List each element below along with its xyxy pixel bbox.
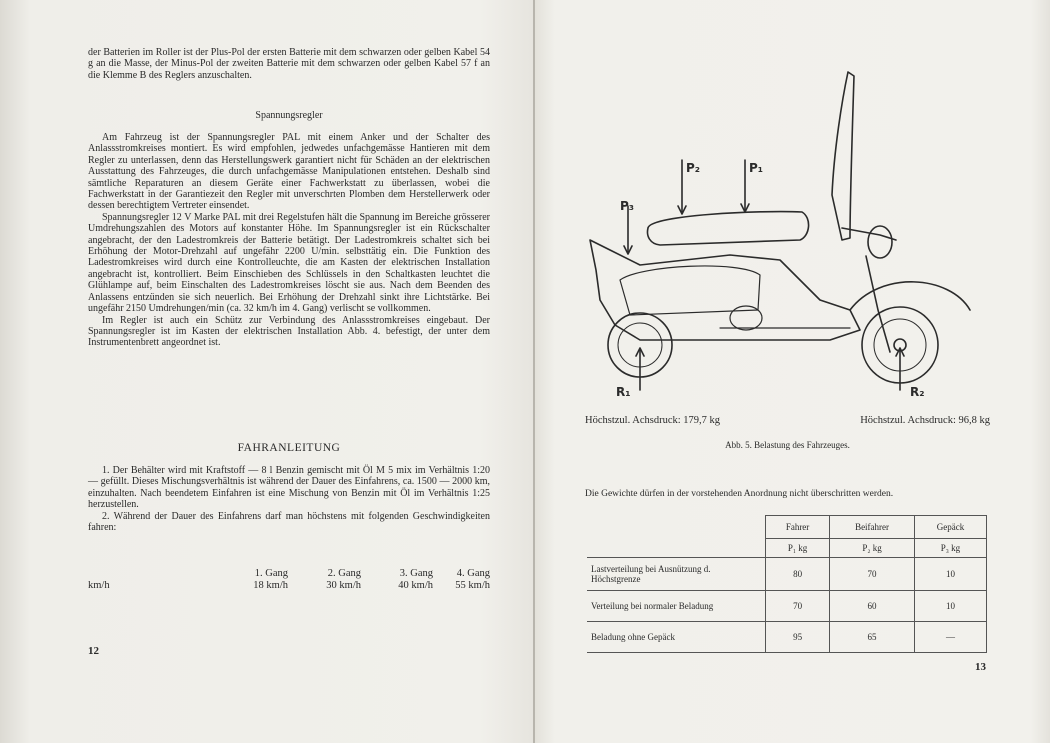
page-number-right: 13 bbox=[975, 661, 986, 673]
label-r2: R₂ bbox=[910, 385, 925, 399]
unit-p3: P₃ kg bbox=[914, 539, 986, 558]
gear-3-speed: 40 km/h bbox=[398, 580, 433, 591]
unit-p1: P₁ kg bbox=[766, 539, 830, 558]
scooter-seat bbox=[648, 212, 809, 245]
row-label: Beladung ohne Gepäck bbox=[587, 622, 766, 653]
gear-4-speed: 55 km/h bbox=[455, 580, 490, 591]
fahr-paragraph-1: 1. Der Behälter wird mit Kraftstoff — 8 l Benzin gemischt mit Öl M 5 mix im Verhältnis 1:20 — gefüllt. Dieses Mischungsverhältnis ist während der Dauer des Einfahrens, ca. 1500 — 2000 km, einzuhalten. Nach beendetem Einfahren ist eine Mischung von Benzin mit Öl im Verhältnis 1:25 herzustellen. bbox=[88, 465, 490, 511]
gear-3-name: 3. Gang bbox=[399, 568, 433, 579]
table-header-row bbox=[587, 516, 987, 539]
fahr-paragraph-2: 2. Während der Dauer des Einfahrens darf man höchstens mit folgenden Geschwindigkeiten fahren: bbox=[88, 510, 490, 534]
cell-value: 70 bbox=[830, 558, 915, 591]
table-corner bbox=[587, 516, 766, 558]
header-fahrer: Fahrer bbox=[766, 516, 830, 539]
axle-load-rear: Höchstzul. Achsdruck: 96,8 kg bbox=[860, 415, 990, 426]
cell-value: — bbox=[914, 622, 986, 653]
table-row bbox=[587, 622, 987, 653]
regler-paragraph-1: Am Fahrzeug ist der Spannungsregler PAL mit einem Anker und der Schalter des Anlassstromkreises montiert. Es wird empfohlen, jedwedes unfachgemässe Hantieren mit dem Regler zu unterlassen, denn das Herstellungswerk garantiert nicht für Schäden an der elektrischen Ausstattung des Fahrzeuges, die durch unfachgemässe Manipulationen entstehen. Deshalb sind sämtliche Reparaturen an diesem Geräte einer Fachwerkstatt zu überlassen, wobei die Fachwerkstatt in der Garantiezeit den Regler mit unverschrten Plomben dem Herstellerwerk oder dessen berechtigtem Vertreter einsendet. bbox=[88, 132, 490, 212]
unit-p2: P₂ kg bbox=[830, 539, 915, 558]
cell-value: 60 bbox=[830, 591, 915, 622]
header-gepaeck: Gepäck bbox=[914, 516, 986, 539]
intro-paragraph: der Batterien im Roller ist der Plus-Pol der ersten Batterie mit dem schwarzen oder gelben Kabel 54 g an die Masse, der Minus-Pol der zweiten Batterie mit dem schwarzen oder gelben Kabel 57 f an die Klemme B des Reglers anzuschalten. bbox=[88, 47, 490, 81]
scooter-load-figure bbox=[580, 60, 1000, 420]
label-p1: P₁ bbox=[749, 161, 764, 175]
regler-paragraph-3: Im Regler ist auch ein Schütz zur Verbindung des Anlassstromkreises eingebaut. Der Spannungsregler ist im Kasten der elektrischen Installation Abb. 4. befestigt, der unter dem Instrumentenbrett angeordnet ist. bbox=[88, 314, 490, 349]
gear-1-name: 1. Gang bbox=[254, 568, 288, 579]
gear-1-speed: 18 km/h bbox=[253, 580, 288, 591]
front-fender bbox=[850, 282, 970, 310]
label-p2: P₂ bbox=[686, 161, 701, 175]
page-number-left: 12 bbox=[88, 645, 99, 657]
table-row bbox=[587, 591, 987, 622]
windshield-shape bbox=[832, 72, 854, 240]
headlight-shape bbox=[868, 226, 892, 258]
row-label: Lastverteilung bei Ausnützung d. Höchstgrenze bbox=[587, 558, 766, 591]
cell-value: 10 bbox=[914, 591, 986, 622]
load-table bbox=[587, 515, 987, 653]
gear-unit-label: km/h bbox=[88, 580, 110, 591]
fahr-section bbox=[88, 465, 490, 533]
header-beifahrer: Beifahrer bbox=[830, 516, 915, 539]
cell-value: 10 bbox=[914, 558, 986, 591]
table-row bbox=[587, 558, 987, 591]
gear-4-name: 4. Gang bbox=[456, 568, 490, 579]
label-p3: P₃ bbox=[620, 199, 635, 213]
side-grille bbox=[730, 306, 762, 330]
cell-value: 70 bbox=[766, 591, 830, 622]
cell-value: 95 bbox=[766, 622, 830, 653]
table-note: Die Gewichte dürfen in der vorstehenden Anordnung nicht überschritten werden. bbox=[585, 489, 894, 499]
front-fork bbox=[866, 256, 890, 352]
gear-2-speed: 30 km/h bbox=[326, 580, 361, 591]
gear-2-name: 2. Gang bbox=[327, 568, 361, 579]
heading-fahranleitung: FAHRANLEITUNG bbox=[237, 442, 341, 454]
row-label: Verteilung bei normaler Beladung bbox=[587, 591, 766, 622]
regler-section bbox=[88, 132, 490, 349]
cell-value: 65 bbox=[830, 622, 915, 653]
cell-value: 80 bbox=[766, 558, 830, 591]
regler-paragraph-2: Spannungsregler 12 V Marke PAL mit drei Regelstufen hält die Spannung im Bereiche grösserer Umdrehungszahlen des Motors auf konstanter Höhe. Im Spannungsregler ist ein Rückschalter angebracht, der den Ladestromkreis der Batterie betätigt. Der Ladestromkreis schaltet sich bei Erhöhung der Motor-Drehzahl auf ungefähr 2200 U/min. selbsttätig ein. Die Funktion des Ladestromkreises wird durch eine Kontrolleuchte, die am Kasten der elektrischen Installation angebracht ist, kontrolliert. Beim Einschieben des Schlüssels in den Schaltkasten leuchtet die Glühlampe auf, beim Einschalten des Ladestromkreises löscht sie aus. Nach dem Beenden des Anlassens entzünden sie sich neuerlich. Bei Erhöhung der Drehzahl sinkt ihre Lichtstärke. Bei ungefähr 2150 Umdrehungen/min (ca. 32 km/h im 4. Gang) verlischt se vollkommen. bbox=[88, 211, 490, 315]
axle-load-front: Höchstzul. Achsdruck: 179,7 kg bbox=[585, 415, 721, 426]
label-r1: R₁ bbox=[616, 385, 631, 399]
heading-spannungsregler: Spannungsregler bbox=[255, 110, 323, 121]
figure-caption: Abb. 5. Belastung des Fahrzeuges. bbox=[725, 440, 850, 450]
